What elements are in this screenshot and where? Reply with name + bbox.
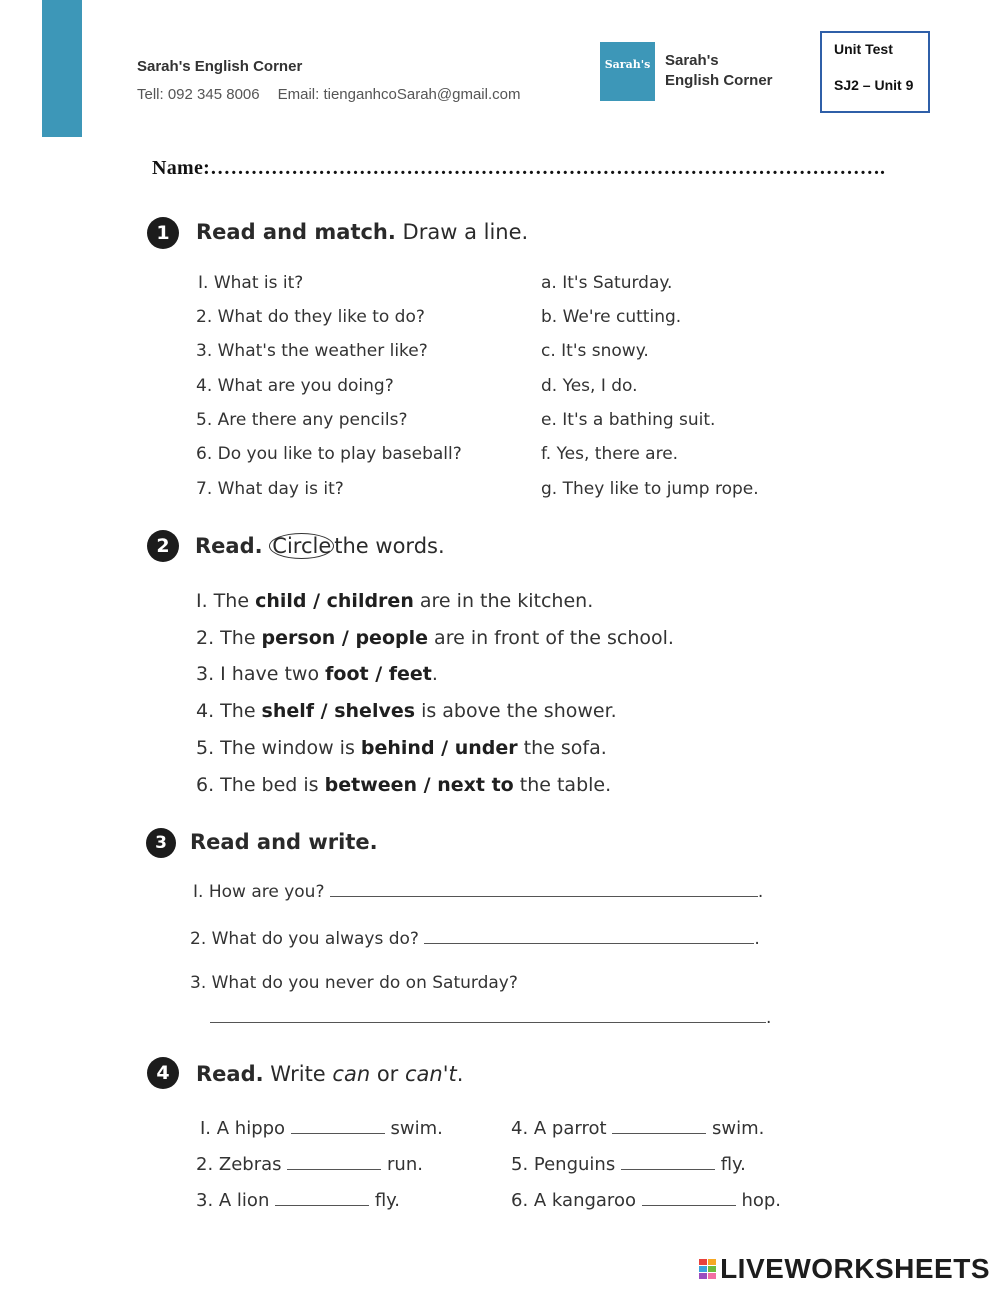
fill-item-text: swim. bbox=[712, 1118, 765, 1139]
section-3-title bbox=[190, 830, 378, 854]
circle-item-text: 3. I have two bbox=[196, 663, 326, 685]
match-answer[interactable]: d. Yes, I do. bbox=[541, 376, 638, 396]
fill-blank[interactable] bbox=[621, 1169, 715, 1170]
section-2-title-rest: the words. bbox=[334, 534, 445, 558]
circle-item-text: 6. The bed is bbox=[196, 774, 325, 796]
circle-item-text: is above the shower. bbox=[415, 700, 617, 722]
word-choice[interactable]: foot / feet bbox=[325, 663, 432, 685]
section-1-title-bold: Read and match. bbox=[196, 220, 396, 244]
fill-blank[interactable] bbox=[612, 1133, 706, 1134]
word-choice[interactable]: person / people bbox=[261, 627, 429, 649]
fill-blank[interactable] bbox=[642, 1205, 736, 1206]
section-4-title-text: or bbox=[370, 1062, 405, 1086]
write-question-3: 3. What do you never do on Saturday? bbox=[190, 973, 518, 993]
section-2-title-bold: Read. bbox=[195, 534, 263, 558]
answer-line[interactable] bbox=[330, 896, 758, 897]
section-4-title-text: Write bbox=[270, 1062, 333, 1086]
section-number-1: 1 bbox=[147, 217, 179, 249]
match-answer[interactable]: e. It's a bathing suit. bbox=[541, 410, 716, 430]
answer-end: . bbox=[757, 882, 764, 902]
school-name: Sarah's English Corner bbox=[137, 58, 303, 75]
circle-item-text: the sofa. bbox=[517, 737, 607, 759]
match-question[interactable]: 5. Are there any pencils? bbox=[196, 410, 408, 430]
answer-line[interactable] bbox=[424, 943, 754, 944]
section-number-4: 4 bbox=[147, 1057, 179, 1089]
match-question[interactable]: I. What is it? bbox=[198, 273, 304, 293]
circle-item-text: I. The bbox=[196, 590, 256, 612]
fill-blank[interactable] bbox=[287, 1169, 381, 1170]
logo-line-2: English Corner bbox=[665, 72, 773, 89]
write-question-text: 2. What do you always do? bbox=[190, 929, 419, 949]
fill-item-text: 4. A parrot bbox=[511, 1118, 607, 1139]
logo-mark: Sarah's bbox=[604, 58, 651, 71]
answer-end: . bbox=[754, 929, 760, 949]
header-accent-bar bbox=[42, 0, 82, 137]
circle-item-text: 4. The bbox=[196, 700, 262, 722]
contact-info bbox=[137, 86, 538, 103]
match-answer[interactable]: b. We're cutting. bbox=[541, 307, 682, 327]
fill-item-text: 6. A kangaroo bbox=[511, 1190, 636, 1211]
section-4-title-text: . bbox=[456, 1062, 464, 1086]
circle-item bbox=[196, 663, 438, 685]
circle-item-text: 2. The bbox=[196, 627, 262, 649]
circle-item bbox=[196, 737, 607, 759]
match-answer[interactable]: a. It's Saturday. bbox=[541, 273, 673, 293]
write-question-3-line bbox=[210, 1008, 771, 1028]
fill-item-text: swim. bbox=[390, 1118, 443, 1139]
answer-line[interactable] bbox=[210, 1022, 766, 1023]
fill-item-text: fly. bbox=[374, 1190, 400, 1211]
section-2-title bbox=[195, 534, 445, 558]
match-answer[interactable]: c. It's snowy. bbox=[541, 341, 649, 361]
match-answer[interactable]: f. Yes, there are. bbox=[541, 444, 679, 464]
match-question[interactable]: 3. What's the weather like? bbox=[196, 341, 428, 361]
name-field[interactable]: Name:………………………………………………………………………………………. bbox=[152, 157, 886, 179]
circle-item bbox=[196, 774, 611, 796]
word-choice[interactable]: between / next to bbox=[324, 774, 514, 796]
circle-item bbox=[196, 627, 674, 649]
word-choice[interactable]: child / children bbox=[255, 590, 414, 612]
circle-item-text: . bbox=[431, 663, 438, 685]
fill-item-text: 2. Zebras bbox=[196, 1154, 282, 1175]
liveworksheets-logo-icon bbox=[699, 1259, 717, 1281]
fill-item-text: run. bbox=[387, 1154, 423, 1175]
circle-item bbox=[196, 590, 593, 612]
section-4-title-can: can bbox=[332, 1062, 371, 1086]
word-choice[interactable]: shelf / shelves bbox=[261, 700, 416, 722]
match-question[interactable]: 7. What day is it? bbox=[196, 479, 344, 499]
liveworksheets-text: LIVEWORKSHEETS bbox=[720, 1253, 990, 1284]
fill-item-text: 3. A lion bbox=[196, 1190, 270, 1211]
circle-item-text: are in front of the school. bbox=[428, 627, 674, 649]
section-1-title bbox=[196, 220, 528, 244]
section-number-3: 3 bbox=[146, 828, 176, 858]
section-2-title-circle: Circle bbox=[269, 533, 334, 559]
fill-item bbox=[511, 1154, 746, 1175]
unit-code: SJ2 – Unit 9 bbox=[834, 77, 914, 93]
fill-item-text: 5. Penguins bbox=[511, 1154, 616, 1175]
circle-item-text: the table. bbox=[513, 774, 612, 796]
match-question[interactable]: 2. What do they like to do? bbox=[196, 307, 425, 327]
school-logo bbox=[600, 42, 655, 101]
liveworksheets-brand[interactable] bbox=[699, 1253, 990, 1285]
logo-text bbox=[665, 51, 773, 91]
circle-item-text: 5. The window is bbox=[196, 737, 361, 759]
fill-blank[interactable] bbox=[275, 1205, 369, 1206]
word-choice[interactable]: behind / under bbox=[360, 737, 518, 759]
section-1-title-rest: Draw a line. bbox=[402, 220, 529, 244]
write-question-2 bbox=[190, 929, 760, 949]
fill-blank[interactable] bbox=[291, 1133, 385, 1134]
section-number-2: 2 bbox=[147, 530, 179, 562]
fill-item bbox=[200, 1118, 443, 1139]
answer-end: . bbox=[766, 1008, 772, 1028]
phone-number: Tell: 092 345 8006 bbox=[137, 86, 260, 103]
logo-line-1: Sarah's bbox=[665, 52, 719, 69]
section-4-title bbox=[196, 1062, 463, 1086]
fill-item bbox=[196, 1154, 423, 1175]
fill-item bbox=[511, 1118, 764, 1139]
circle-item-text: are in the kitchen. bbox=[413, 590, 594, 612]
fill-item bbox=[196, 1190, 400, 1211]
unit-test-box bbox=[820, 31, 930, 113]
section-3-title-bold: Read and write. bbox=[190, 830, 378, 854]
fill-item bbox=[511, 1190, 781, 1211]
write-question-1 bbox=[193, 882, 763, 902]
section-4-title-cant: can't bbox=[404, 1062, 457, 1086]
fill-item-text: I. A hippo bbox=[200, 1118, 286, 1139]
email-address: Email: tienganhcoSarah@gmail.com bbox=[277, 86, 521, 103]
fill-item-text: fly. bbox=[720, 1154, 746, 1175]
match-question[interactable]: 6. Do you like to play baseball? bbox=[196, 444, 462, 464]
write-question-text: I. How are you? bbox=[193, 882, 325, 902]
section-4-title-bold: Read. bbox=[196, 1062, 264, 1086]
match-question[interactable]: 4. What are you doing? bbox=[196, 376, 394, 396]
circle-item bbox=[196, 700, 617, 722]
unit-test-label: Unit Test bbox=[834, 41, 893, 57]
fill-item-text: hop. bbox=[741, 1190, 782, 1211]
match-answer[interactable]: g. They like to jump rope. bbox=[541, 479, 759, 499]
